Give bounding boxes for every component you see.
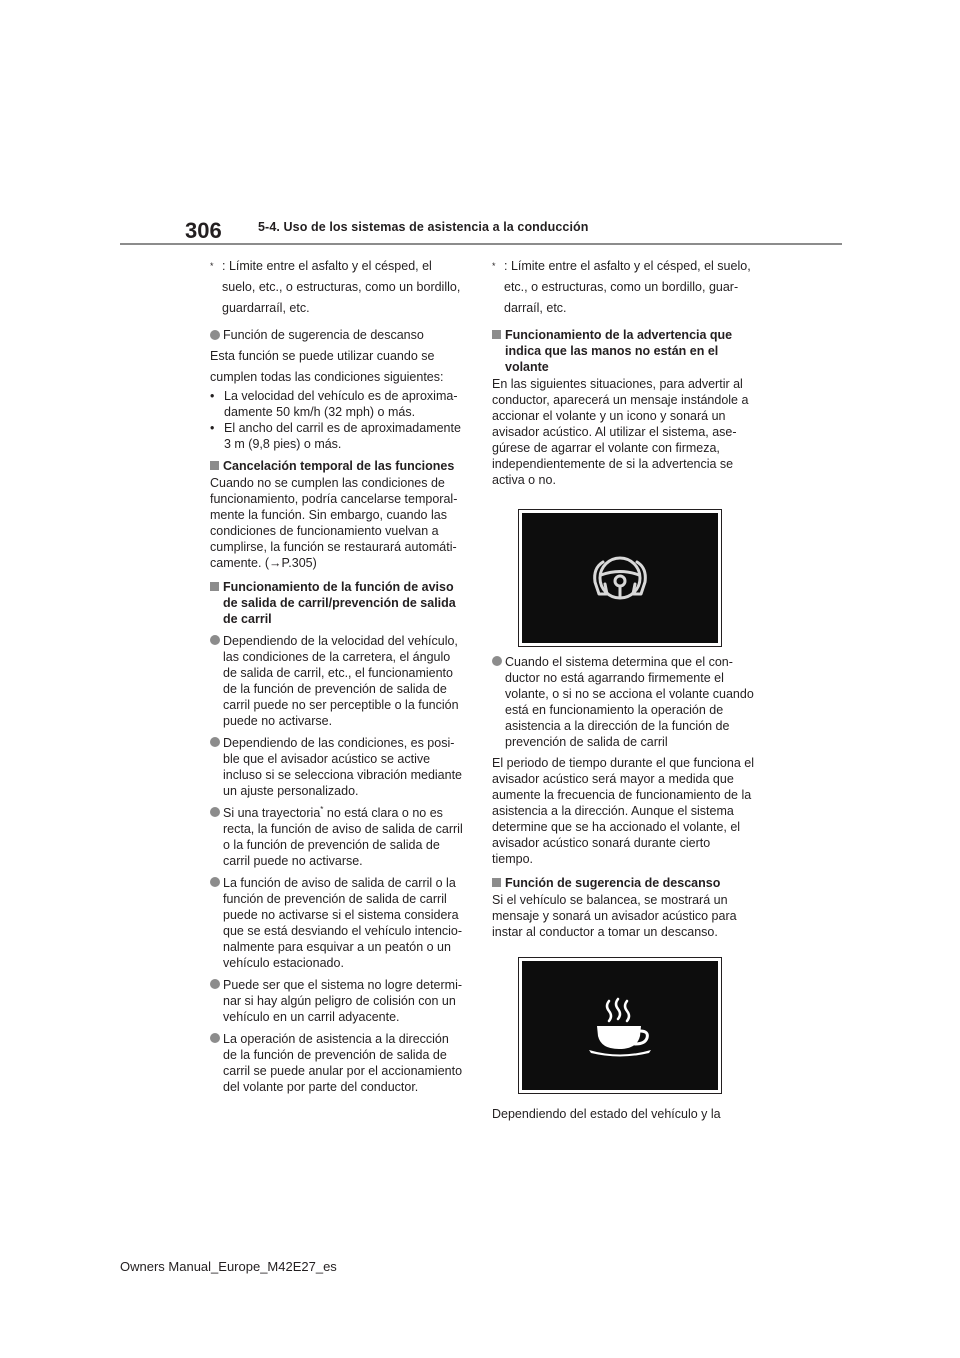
hands-off-after: El periodo de tiempo durante el que funciona el avisador acústico será mayor a medida que aumente la frecuencia de funcionamiento de la asistencia a la dirección. Aunque el sistema determine que se ha accionado el volante, el avisador acústico sonará durante cierto tiempo. <box>492 756 754 866</box>
lane-departure-heading: Funcionamiento de la función de aviso de salida de carril/prevención de salida de carril <box>210 579 466 627</box>
bullet-dot-icon <box>210 979 220 989</box>
rest-suggestion-intro: Esta función se puede utilizar cuando se cumplen todas las condiciones siguientes: <box>210 349 444 384</box>
list-item: Dependiendo de la velocidad del vehículo, las condiciones de la carretera, el ángulo de salida de carril, etc., el funcionamiento de la función de prevención de salida de carril puede no ser perceptible o la función puede no activarse. <box>210 633 466 729</box>
bullet-dot-icon <box>210 635 220 645</box>
temp-cancel-heading: Cancelación temporal de las funciones <box>210 458 466 474</box>
section-title: 5-4. Uso de los sistemas de asistencia a la conducción <box>258 220 589 234</box>
footer-text: Owners Manual_Europe_M42E27_es <box>120 1259 337 1274</box>
coffee-cup-icon <box>585 995 655 1057</box>
list-item: La función de aviso de salida de carril o la función de prevención de salida de carril puede no activarse si el sistema considera que se está desviando el vehículo intencionalmente para esquivar a un peatón o un vehículo estacionado. <box>210 875 466 971</box>
footnote-mark: * <box>492 261 496 271</box>
footnote-text: : Límite entre el asfalto y el césped, el suelo, etc., o estructuras, como un bordillo, guardarraíl, etc. <box>222 259 461 315</box>
footnote-text: : Límite entre el asfalto y el césped, el suelo, etc., o estructuras, como un bordillo, guardarraíl, etc. <box>504 259 751 315</box>
rest-suggestion-figure <box>518 957 722 1094</box>
rest-suggestion-heading: Función de sugerencia de descanso <box>210 325 466 346</box>
page-number: 306 <box>185 218 222 243</box>
bullet-dot-icon <box>210 877 220 887</box>
bullet-dot-icon <box>210 330 220 340</box>
right-column <box>492 256 754 1127</box>
list-item: • El ancho del carril es de aproximadamente 3 m (9,8 pies) o más. <box>210 421 461 451</box>
section-square-icon <box>492 878 501 887</box>
bullet-dot-icon <box>210 807 220 817</box>
hands-off-heading: Funcionamiento de la advertencia que indica que las manos no están en el volante <box>492 327 754 375</box>
hands-off-text: En las siguientes situaciones, para advertir al conductor, aparecerá un mensaje instándole a accionar el volante y un icono y sonará un avisador acústico. Al utilizar el sistema, asegúrese de agarrar el volante con firmeza, independientemente de si la advertencia se activa o no. <box>492 377 749 487</box>
list-item: Puede ser que el sistema no logre determinar si hay algún peligro de colisión con un vehículo en un carril adyacente. <box>210 977 466 1025</box>
hands-off-figure <box>518 509 722 647</box>
section-square-icon <box>210 461 219 470</box>
temp-cancel-text: Cuando no se cumplen las condiciones de funcionamiento, podría cancelarse temporalmente la función. Sin embargo, cuando las condiciones de funcionamiento vuelvan a cumplirse, la función se restaurará automáticamente. (→P.305) <box>210 476 458 570</box>
list-item: Cuando el sistema determina que el conductor no está agarrando firmemente el volante, o si no se acciona el volante cuando está en funcionamiento la operación de asistencia a la dirección de la función de prevención de salida de carril <box>492 654 754 750</box>
left-column <box>210 256 466 1100</box>
footnote <box>210 256 466 319</box>
section-square-icon <box>210 582 219 591</box>
footnote-mark: * <box>210 261 214 271</box>
rest-suggestion-text: Si el vehículo se balancea, se mostrará un mensaje y sonará un avisador acústico para instar al conductor a tomar un descanso. <box>492 893 737 939</box>
bullet-dot-icon <box>210 1033 220 1043</box>
bullet-dot-icon <box>492 656 502 666</box>
hands-on-steering-wheel-icon <box>585 548 655 608</box>
bullet-dot-icon <box>210 737 220 747</box>
footnote <box>492 256 754 319</box>
header-rule <box>120 243 842 245</box>
section-square-icon <box>492 330 501 339</box>
list-item: Dependiendo de las condiciones, es posible que el avisador acústico se active incluso si se selecciona vibración mediante un ajuste personalizado. <box>210 735 466 799</box>
rest-suggestion-heading: Función de sugerencia de descanso <box>492 875 754 891</box>
list-item: Si una trayectoria* no está clara o no es recta, la función de aviso de salida de carril o la función de prevención de salida de carril puede no activarse. <box>210 805 466 869</box>
condition-list <box>210 388 466 452</box>
list-item: • La velocidad del vehículo es de aproximadamente 50 km/h (32 mph) o más. <box>210 389 458 419</box>
footnote-ref: * <box>320 804 324 814</box>
rest-suggestion-after: Dependiendo del estado del vehículo y la <box>492 1107 721 1121</box>
list-item: La operación de asistencia a la dirección de la función de prevención de salida de carril se puede anular por el accionamiento del volante por parte del conductor. <box>210 1031 466 1095</box>
